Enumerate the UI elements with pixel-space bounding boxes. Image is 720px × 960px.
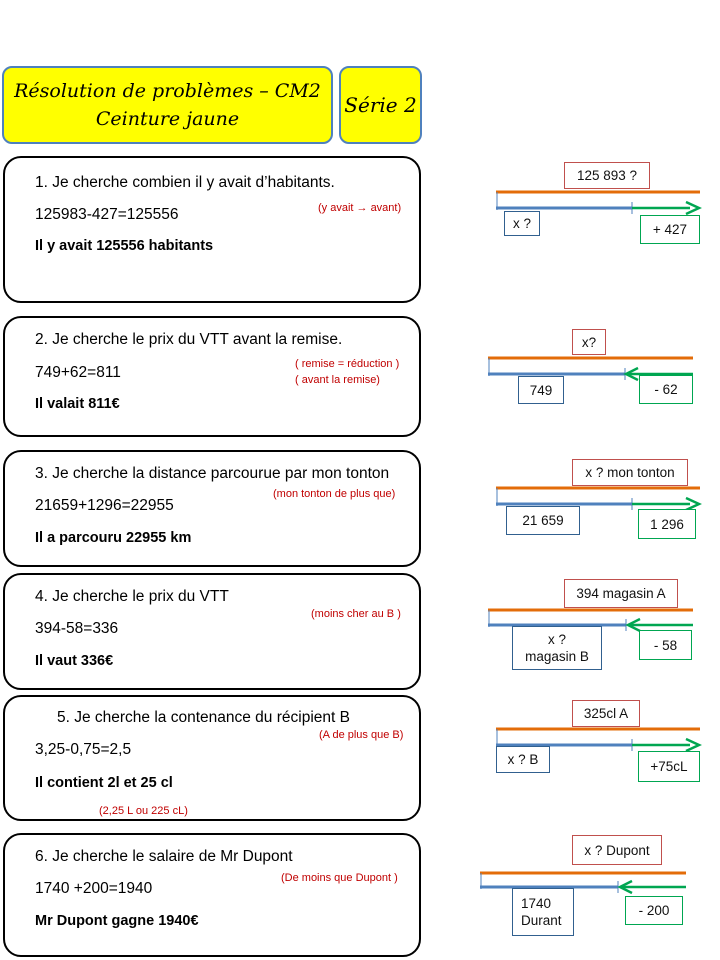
part-label-line: 1740 [521, 896, 552, 911]
problem-2-note: ( avant la remise) [295, 374, 380, 386]
bar-model-diagram-3 [496, 458, 706, 540]
problem-1-calculation: 125983-427=125556 [35, 206, 179, 223]
problem-1-answer: Il y avait 125556 habitants [35, 238, 214, 254]
problem-4-box [3, 573, 421, 690]
problem-2-box [3, 316, 421, 437]
problem-3-note: (mon tonton de plus que) [273, 488, 396, 500]
total-label: x ? mon tonton [572, 459, 688, 486]
worksheet-subtitle: Ceinture jaune [95, 108, 240, 130]
part-label [512, 888, 574, 936]
problem-3-answer: Il a parcouru 22955 km [35, 530, 192, 546]
problem-5-calculation: 3,25-0,75=2,5 [35, 741, 132, 758]
difference-label: - 62 [639, 375, 693, 404]
problem-6-calculation: 1740 +200=1940 [35, 880, 153, 897]
part-label-line: magasin B [525, 649, 589, 664]
bar-model-diagram-4 [488, 578, 698, 672]
problem-2-note: ( remise = réduction ) [295, 358, 400, 370]
problem-2-calculation: 749+62=811 [35, 364, 121, 381]
problem-6-answer: Mr Dupont gagne 1940€ [35, 913, 199, 929]
problem-6-statement: 6. Je cherche le salaire de Mr Dupont [35, 848, 293, 865]
difference-label: + 427 [640, 215, 700, 244]
problem-3-statement: 3. Je cherche la distance parcourue par mon tonton [35, 465, 390, 482]
problem-4-note: (moins cher au B ) [311, 608, 401, 620]
difference-label: 1 296 [638, 509, 696, 539]
bar-model-diagram-6 [480, 834, 690, 938]
problem-5-note: (A de plus que B) [319, 729, 404, 741]
part-label [512, 626, 602, 670]
problem-5-statement: 5. Je cherche la contenance du récipient B [57, 709, 350, 726]
problem-3-calculation: 21659+1296=22955 [35, 497, 174, 514]
part-label: 749 [518, 376, 564, 404]
difference-label: +75cL [638, 751, 700, 782]
problem-1-statement: 1. Je cherche combien il y avait d’habitants. [35, 174, 335, 191]
difference-label: - 58 [639, 630, 692, 660]
total-label: 325cl A [572, 700, 640, 727]
total-label: x? [572, 329, 606, 355]
problem-2-answer: Il valait 811€ [35, 396, 120, 412]
problem-5-note: (2,25 L ou 225 cL) [99, 805, 188, 817]
part-label: x ? B [496, 746, 550, 773]
bar-model-diagram-5 [496, 700, 706, 784]
worksheet-title-box [2, 66, 333, 144]
bar-model-diagram-2 [488, 328, 698, 406]
part-label-line: x ? [547, 632, 566, 647]
serie-label: Série 2 [344, 93, 417, 117]
problem-6-note: (De moins que Dupont ) [281, 872, 398, 884]
problem-5-answer: Il contient 2l et 25 cl [35, 775, 173, 791]
total-label: 394 magasin A [564, 579, 678, 608]
serie-box [339, 66, 422, 144]
problem-4-answer: Il vaut 336€ [35, 653, 114, 669]
worksheet-title: Résolution de problèmes – CM2 [14, 80, 321, 102]
problem-5-box [3, 695, 421, 821]
total-label: 125 893 ? [564, 162, 650, 189]
problem-1-note: (y avait → avant) [318, 202, 402, 214]
part-label: x ? [504, 211, 540, 236]
problem-4-calculation: 394-58=336 [35, 620, 119, 637]
problem-3-box [3, 450, 421, 567]
problem-1-box [3, 156, 421, 303]
problem-6-box [3, 833, 421, 957]
bar-model-diagram-1 [496, 160, 706, 246]
difference-label: - 200 [625, 896, 683, 925]
part-label: 21 659 [506, 506, 580, 535]
part-label-line: Durant [521, 913, 562, 928]
problem-4-statement: 4. Je cherche le prix du VTT [35, 588, 229, 605]
problem-2-statement: 2. Je cherche le prix du VTT avant la remise. [35, 331, 343, 348]
total-label: x ? Dupont [572, 835, 662, 865]
